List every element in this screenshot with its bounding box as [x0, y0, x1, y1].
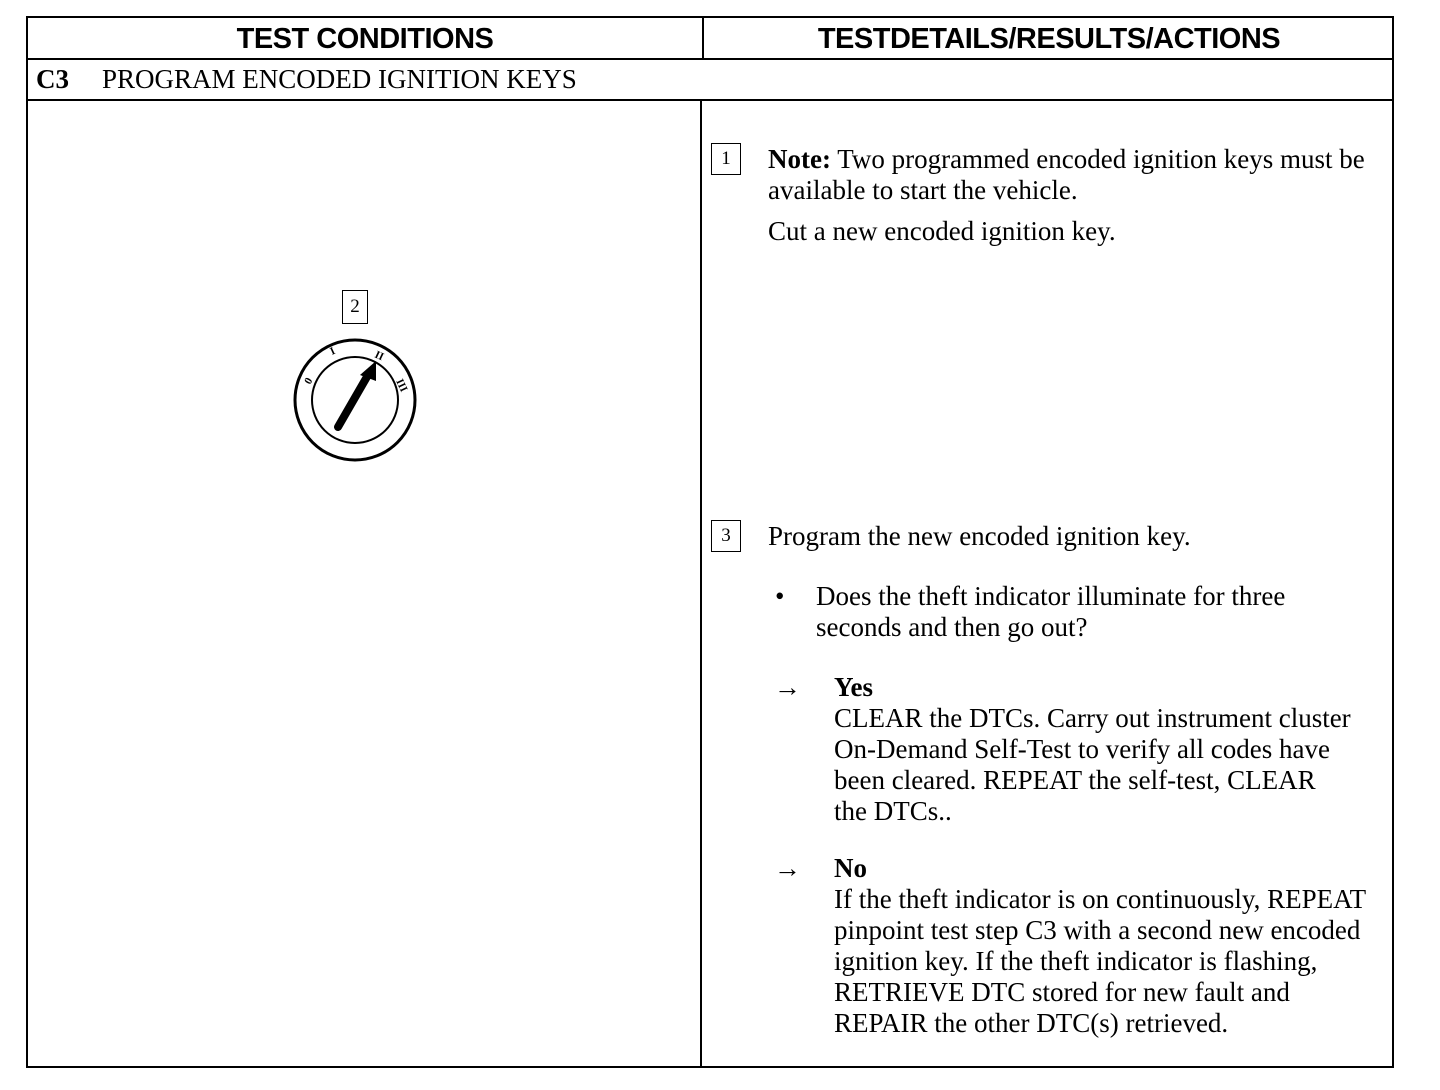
step-code: C3 — [36, 64, 69, 94]
yes-text: CLEAR the DTCs. Carry out instrument cluster On-Demand Self-Test to verify all codes have been cleared. REPEAT the self-test, CLEAR the DTCs.. — [834, 703, 1351, 826]
step-title-row — [36, 64, 577, 95]
position-1-label: I — [328, 345, 338, 358]
column-divider — [700, 101, 702, 1066]
position-3-label: III — [393, 377, 410, 394]
ignition-switch-icon — [290, 335, 420, 465]
note-text: Two programmed encoded ignition keys must be available to start the vehicle. — [768, 144, 1365, 205]
no-arrow-icon: → — [774, 853, 801, 883]
step-3-question: Does the theft indicator illuminate for three seconds and then go out? — [816, 581, 1286, 642]
key-pointer — [338, 375, 368, 427]
header-divider — [702, 18, 704, 60]
header-test-conditions: TEST CONDITIONS — [236, 22, 494, 55]
step-1-number: 1 — [711, 143, 741, 175]
question-bullet: • — [775, 581, 785, 611]
header-test-details: TESTDETAILS/RESULTS/ACTIONS — [817, 22, 1281, 55]
yes-label: Yes — [834, 672, 873, 702]
no-text: If the theft indicator is on continuously, REPEAT pinpoint test step C3 with a second new encoded ignition key. If the theft indicator is flashing, RETRIEVE DTC stored for new fault and REPAIR the other DTC(s) retrieved. — [834, 884, 1366, 1038]
header-rule — [28, 58, 1392, 60]
step-1-note — [768, 144, 1368, 206]
no-branch — [834, 853, 1382, 1039]
title-rule — [28, 99, 1392, 101]
yes-arrow-icon: → — [774, 672, 801, 702]
step-3-number: 3 — [711, 520, 741, 552]
yes-branch — [834, 672, 1354, 827]
position-0-label: 0 — [302, 375, 316, 387]
position-2-label: II — [372, 348, 386, 364]
step-title: PROGRAM ENCODED IGNITION KEYS — [102, 64, 577, 94]
step-1-instruction: Cut a new encoded ignition key. — [768, 216, 1116, 246]
note-label: Note: — [768, 144, 831, 174]
step-3-instruction: Program the new encoded ignition key. — [768, 521, 1191, 551]
no-label: No — [834, 853, 867, 883]
figure-callout-2: 2 — [342, 290, 368, 324]
